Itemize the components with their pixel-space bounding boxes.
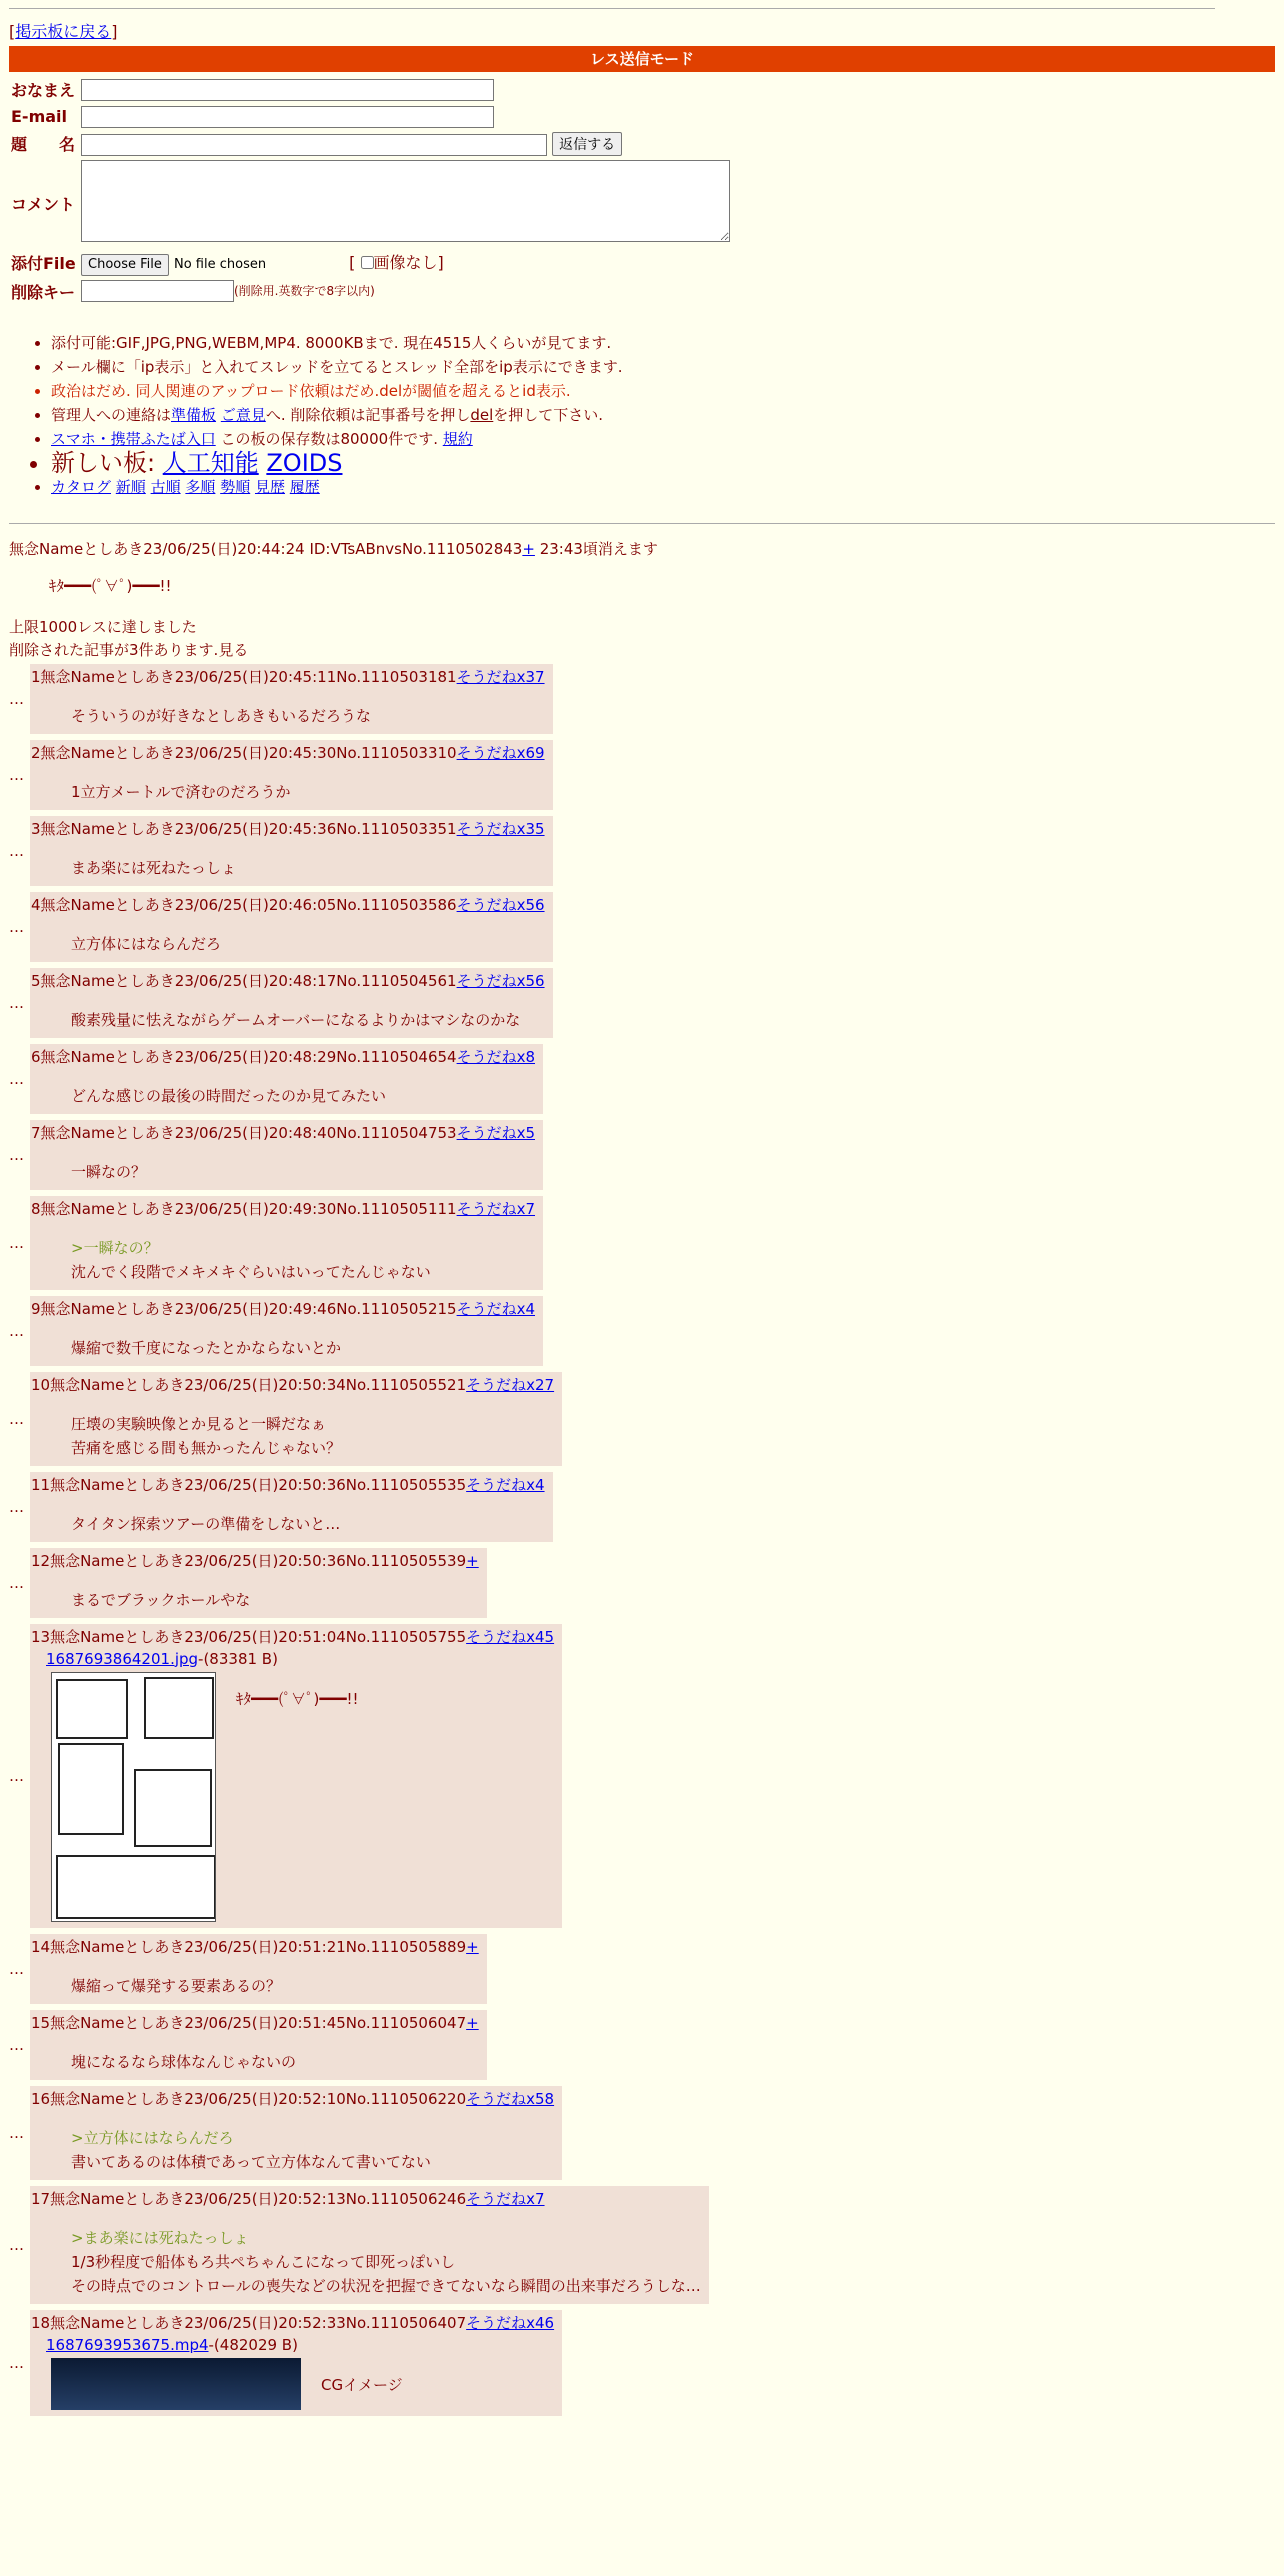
image-thumbnail[interactable] <box>51 1672 216 1922</box>
reply-box <box>30 1548 487 1618</box>
back-to-board-link[interactable]: 掲示板に戻る <box>15 22 112 41</box>
reply-menu-dots[interactable]: … <box>9 1573 24 1592</box>
reply-row <box>9 1296 1275 1366</box>
reply-text: 1立方メートルで済むのだろうか <box>71 782 291 801</box>
reply-text: タイタン探索ツアーの準備をしないと… <box>71 1514 341 1533</box>
thread-divider <box>9 523 1275 524</box>
reply-row <box>9 2010 1275 2080</box>
reply-menu-dots[interactable]: … <box>9 2123 24 2142</box>
feedback-link[interactable]: ご意見 <box>220 405 266 424</box>
reply-body <box>71 1412 554 1460</box>
reply-box <box>30 1044 543 1114</box>
reply-meta: 2無念Nameとしあき23/06/25(日)20:45:30No.1110503310 <box>31 743 457 762</box>
top-divider <box>9 8 1215 9</box>
reply-text: まあ楽には死ねたっしょ <box>71 858 237 877</box>
reply-menu-dots[interactable]: … <box>9 1497 24 1516</box>
reply-form <box>9 76 732 305</box>
reply-box <box>30 1372 562 1466</box>
reply-box <box>30 740 553 810</box>
reply-menu-dots[interactable]: … <box>9 1959 24 1978</box>
delkey-input[interactable] <box>81 280 234 302</box>
reply-box <box>30 2086 562 2180</box>
reply-body <box>71 704 545 728</box>
deleted-notice: 削除された記事が3件あります.見る <box>9 640 249 659</box>
op-expire: 23:43頃消えます <box>534 539 658 558</box>
sodane-link[interactable]: そうだねx7 <box>466 2189 545 2208</box>
sodane-link[interactable]: そうだねx27 <box>466 1375 555 1394</box>
reply-body <box>71 932 545 956</box>
attachment-size: -(482029 B) <box>208 2335 298 2354</box>
reply-text: 書いてあるのは体積であって立方体なんて書いてない <box>71 2152 431 2171</box>
reply-body <box>71 2050 479 2074</box>
reply-meta: 1無念Nameとしあき23/06/25(日)20:45:11No.1110503181 <box>31 667 457 686</box>
new-boards-label: 新しい板: <box>51 448 163 477</box>
reply-header <box>31 2188 701 2210</box>
reply-box <box>30 816 553 886</box>
reply-text: 爆縮って爆発する要素あるの？ <box>71 1976 282 1995</box>
sodane-link[interactable]: そうだねx56 <box>456 895 545 914</box>
manga-panel <box>144 1677 214 1739</box>
reply-row <box>9 816 1275 886</box>
sodane-link[interactable]: そうだねx69 <box>456 743 545 762</box>
subject-input[interactable] <box>81 134 547 156</box>
reply-meta: 14無念Nameとしあき23/06/25(日)20:51:21No.1110505889 <box>31 1937 467 1956</box>
rule-item <box>51 357 1275 377</box>
noimage-wrap: [ 画像なし] <box>349 253 444 272</box>
rule-item <box>51 405 1275 425</box>
op-header <box>9 538 1275 559</box>
reply-menu-dots[interactable]: … <box>9 765 24 784</box>
reply-text: 1/3秒程度で船体もろ共ぺちゃんこになって即死っぽいし <box>71 2252 456 2271</box>
reply-box <box>30 968 553 1038</box>
reply-meta: 4無念Nameとしあき23/06/25(日)20:46:05No.1110503586 <box>31 895 457 914</box>
name-input[interactable] <box>81 79 494 101</box>
reply-menu-dots[interactable]: … <box>9 1409 24 1428</box>
reply-body <box>71 780 545 804</box>
reply-meta: 7無念Nameとしあき23/06/25(日)20:48:40No.1110504753 <box>31 1123 457 1142</box>
reply-header <box>31 1626 554 1648</box>
op-body: ｷﾀ━━━(ﾟ∀ﾟ)━━━!! <box>49 576 172 595</box>
nav-many-link[interactable]: 多順 <box>185 477 216 496</box>
limit-notice: 上限1000レスに達しました <box>9 617 197 636</box>
reply-body <box>71 1588 479 1612</box>
reply-meta: 10無念Nameとしあき23/06/25(日)20:50:34No.1110505521 <box>31 1375 467 1394</box>
reply-row <box>9 1624 1275 1928</box>
reply-text: 一瞬なの？ <box>71 1162 147 1181</box>
reply-header <box>31 1298 535 1320</box>
sodane-link[interactable]: そうだねx46 <box>466 2313 555 2332</box>
reply-meta: 6無念Nameとしあき23/06/25(日)20:48:29No.1110504654 <box>31 1047 457 1066</box>
reply-header <box>31 2012 479 2034</box>
sodane-link[interactable]: そうだねx4 <box>466 1475 545 1494</box>
sodane-link[interactable]: + <box>466 1551 479 1570</box>
reply-text: 爆縮で数千度になったとかならないとか <box>71 1338 342 1357</box>
email-label: E-mail <box>11 106 68 126</box>
sodane-link[interactable]: そうだねx35 <box>456 819 545 838</box>
reply-box <box>30 2186 709 2304</box>
reply-box <box>30 1934 487 2004</box>
op-meta: 無念Nameとしあき23/06/25(日)20:44:24 ID:VTsABnvsNo.1110502843 <box>9 539 523 558</box>
reply-menu-dots[interactable]: … <box>9 993 24 1012</box>
reply-header <box>31 818 545 840</box>
file-label: 添付File <box>11 254 76 274</box>
reply-text: 沈んでく段階でメキメキぐらいはいってたんじゃない <box>71 1262 431 1281</box>
reply-meta: 12無念Nameとしあき23/06/25(日)20:50:36No.1110505539 <box>31 1551 467 1570</box>
reply-menu-dots[interactable]: … <box>9 2035 24 2054</box>
email-input[interactable] <box>81 106 494 128</box>
mobile-entry-link[interactable]: スマホ・携帯ふたば入口 <box>51 429 216 448</box>
rule-text: へ. 削除依頼は記事番号を押し <box>265 405 471 424</box>
reply-box <box>30 1296 543 1366</box>
reply-menu-dots[interactable]: … <box>9 917 24 936</box>
back-link-wrap: [掲示板に戻る] <box>9 22 118 41</box>
reply-box <box>30 2310 562 2416</box>
reply-header <box>31 2088 554 2110</box>
file-status: No file chosen <box>173 257 267 272</box>
new-board-ai-link[interactable]: 人工知能 <box>162 448 259 477</box>
sodane-link[interactable]: + <box>466 1937 479 1956</box>
terms-link[interactable]: 規約 <box>442 429 473 448</box>
reply-text: どんな感じの最後の時間だったのか見てみたい <box>71 1086 387 1105</box>
delkey-label: 削除キー <box>11 282 76 302</box>
reply-header <box>31 2312 554 2334</box>
manga-panel <box>56 1855 216 1919</box>
sodane-link[interactable]: そうだねx45 <box>466 1627 555 1646</box>
reply-text: そういうのが好きなとしあきもいるだろうな <box>71 706 372 725</box>
reply-row <box>9 1472 1275 1542</box>
attachment-line <box>46 1648 554 1670</box>
rule-item <box>51 381 1275 401</box>
rule-text: を押して下さい. <box>493 405 604 424</box>
reply-mode-bar: レス送信モード <box>9 46 1275 72</box>
reply-body <box>71 1160 535 1184</box>
reply-text: CGイメージ <box>321 2375 403 2394</box>
reply-menu-dots[interactable]: … <box>9 1069 24 1088</box>
reply-box <box>30 892 553 962</box>
attachment-line <box>46 2334 554 2356</box>
op-plus-link[interactable]: + <box>522 539 535 558</box>
reply-text: ｷﾀ━━━(ﾟ∀ﾟ)━━━!! <box>236 1689 359 1708</box>
reply-header <box>31 1374 554 1396</box>
reply-body <box>71 1336 535 1360</box>
noimage-label: 画像なし <box>373 253 438 272</box>
reply-box <box>30 664 553 734</box>
reply-header <box>31 970 545 992</box>
reply-header <box>31 742 545 764</box>
reply-text: 圧壊の実験映像とか見ると一瞬だなぁ <box>71 1414 327 1433</box>
sodane-link[interactable]: + <box>466 2013 479 2032</box>
sodane-link[interactable]: そうだねx4 <box>456 1299 535 1318</box>
reply-meta: 5無念Nameとしあき23/06/25(日)20:48:17No.1110504561 <box>31 971 457 990</box>
reply-row <box>9 1120 1275 1190</box>
rule-item <box>51 429 1275 449</box>
rule-text: 管理人への連絡は <box>51 405 172 424</box>
reply-text: その時点でのコントロールの喪失などの状況を把握できてないなら瞬間の出来事だろうしな… <box>71 2276 701 2295</box>
reply-row <box>9 2186 1275 2304</box>
noimage-checkbox[interactable] <box>361 256 374 269</box>
name-label: おなまえ <box>11 81 76 100</box>
reply-body <box>71 1512 545 1536</box>
reply-row <box>9 1372 1275 1466</box>
subject-label: 題 名 <box>11 135 76 155</box>
nav-new-link[interactable]: 新順 <box>115 477 146 496</box>
sodane-link[interactable]: そうだねx5 <box>456 1123 535 1142</box>
delkey-note: (削除用.英数字で8字以内) <box>234 283 375 298</box>
reply-header <box>31 1046 535 1068</box>
sodane-link[interactable]: そうだねx7 <box>456 1199 535 1218</box>
reply-row <box>9 2310 1275 2416</box>
reply-header <box>31 1474 545 1496</box>
reply-meta: 13無念Nameとしあき23/06/25(日)20:51:04No.1110505755 <box>31 1627 467 1646</box>
reply-header <box>31 1122 535 1144</box>
reply-header <box>31 666 545 688</box>
reply-menu-dots[interactable]: … <box>9 2353 24 2372</box>
rule-item <box>51 333 1275 353</box>
reply-meta: 15無念Nameとしあき23/06/25(日)20:51:45No.1110506047 <box>31 2013 467 2032</box>
nav-catalog-link[interactable]: カタログ <box>51 477 112 496</box>
comment-label: コメント <box>11 194 76 214</box>
reply-row <box>9 1044 1275 1114</box>
choose-file-button[interactable]: Choose File <box>81 254 169 276</box>
reply-header <box>31 1550 479 1572</box>
nav-old-link[interactable]: 古順 <box>150 477 181 496</box>
del-keyword: del <box>470 405 494 424</box>
reply-text: まるでブラックホールやな <box>71 1590 251 1609</box>
nav-links <box>51 477 1275 497</box>
rule-text: この板の保存数は80000件です. <box>215 429 438 448</box>
reply-menu-dots[interactable]: … <box>9 2235 24 2254</box>
rule-text: 添付可能:GIF,JPG,PNG,WEBM,MP4. 8000KBまで. 現在4515人くらいが見てます. <box>51 333 612 352</box>
reply-menu-dots[interactable]: … <box>9 1321 24 1340</box>
reply-text: 塊になるなら球体なんじゃないの <box>71 2052 297 2071</box>
reply-list <box>9 664 1275 2416</box>
reply-row <box>9 1934 1275 2004</box>
attachment-link[interactable]: 1687693864201.jpg <box>46 1649 199 1668</box>
reply-body <box>71 856 545 880</box>
sodane-link[interactable]: そうだねx56 <box>456 971 545 990</box>
reply-box <box>30 1196 543 1290</box>
reply-menu-dots[interactable]: … <box>9 1233 24 1252</box>
rule-text: 政治はだめ. 同人関連のアップロード依頼はだめ.delが閾値を超えるとid表示. <box>51 381 571 400</box>
reply-body <box>71 1236 535 1284</box>
attachment-size: -(83381 B) <box>198 1649 278 1668</box>
reply-header <box>31 1198 535 1220</box>
attachment-link[interactable]: 1687693953675.mp4 <box>46 2335 209 2354</box>
board-rules <box>9 333 1275 497</box>
reply-row <box>9 968 1275 1038</box>
submit-reply-button[interactable]: 返信する <box>552 132 622 156</box>
reply-body <box>71 2226 701 2298</box>
reply-row <box>9 1548 1275 1618</box>
reply-quote: >一瞬なの？ <box>71 1238 159 1257</box>
reply-meta: 9無念Nameとしあき23/06/25(日)20:49:46No.1110505215 <box>31 1299 457 1318</box>
nav-history-link[interactable]: 履歴 <box>289 477 320 496</box>
reply-quote: >まあ楽には死ねたっしょ <box>71 2228 249 2247</box>
new-boards-item <box>51 448 1275 477</box>
reply-row <box>9 740 1275 810</box>
attachment-row <box>51 2358 554 2410</box>
reply-menu-dots[interactable]: … <box>9 1145 24 1164</box>
reply-box <box>30 1120 543 1190</box>
thread-info <box>9 616 1275 662</box>
reply-row <box>9 664 1275 734</box>
reply-quote: >立方体にはならんだろ <box>71 2128 234 2147</box>
reply-body <box>71 2126 554 2174</box>
reply-row <box>9 892 1275 962</box>
reply-meta: 8無念Nameとしあき23/06/25(日)20:49:30No.1110505111 <box>31 1199 457 1218</box>
reply-row <box>9 1196 1275 1290</box>
reply-meta: 16無念Nameとしあき23/06/25(日)20:52:10No.1110506220 <box>31 2089 467 2108</box>
reply-header <box>31 894 545 916</box>
manga-panel <box>134 1769 212 1847</box>
reply-meta: 11無念Nameとしあき23/06/25(日)20:50:36No.1110505535 <box>31 1475 467 1494</box>
comment-textarea[interactable] <box>81 160 730 242</box>
reply-text: 苦痛を感じる間も無かったんじゃない？ <box>71 1438 342 1457</box>
manga-panel <box>56 1679 128 1739</box>
new-board-zoids-link[interactable]: ZOIDS <box>266 448 343 477</box>
reply-meta: 3無念Nameとしあき23/06/25(日)20:45:36No.1110503351 <box>31 819 457 838</box>
prep-board-link[interactable]: 準備板 <box>171 405 217 424</box>
reply-text: 酸素残量に怯えながらゲームオーバーになるよりかはマシなのかな <box>71 1010 521 1029</box>
reply-box <box>30 1624 562 1928</box>
nav-momentum-link[interactable]: 勢順 <box>220 477 251 496</box>
reply-body <box>71 1008 545 1032</box>
reply-body <box>71 1974 479 1998</box>
video-thumbnail[interactable] <box>51 2358 301 2410</box>
sodane-link[interactable]: そうだねx37 <box>456 667 545 686</box>
reply-meta: 18無念Nameとしあき23/06/25(日)20:52:33No.1110506407 <box>31 2313 467 2332</box>
reply-menu-dots[interactable]: … <box>9 689 24 708</box>
file-picker[interactable] <box>81 253 271 272</box>
reply-meta: 17無念Nameとしあき23/06/25(日)20:52:13No.1110506246 <box>31 2189 467 2208</box>
reply-row <box>9 2086 1275 2180</box>
reply-header <box>31 1936 479 1958</box>
reply-menu-dots[interactable]: … <box>9 1766 24 1785</box>
reply-box <box>30 1472 553 1542</box>
sodane-link[interactable]: そうだねx8 <box>456 1047 535 1066</box>
sodane-link[interactable]: そうだねx58 <box>466 2089 555 2108</box>
reply-menu-dots[interactable]: … <box>9 841 24 860</box>
reply-body <box>71 1084 535 1108</box>
attachment-row <box>51 1672 554 1922</box>
reply-text: 立方体にはならんだろ <box>71 934 222 953</box>
reply-box <box>30 2010 487 2080</box>
manga-panel <box>58 1743 124 1835</box>
rule-text: メール欄に「ip表示」と入れてスレッドを立てるとスレッド全部をip表示にできます. <box>51 357 623 376</box>
nav-viewed-link[interactable]: 見歴 <box>254 477 285 496</box>
